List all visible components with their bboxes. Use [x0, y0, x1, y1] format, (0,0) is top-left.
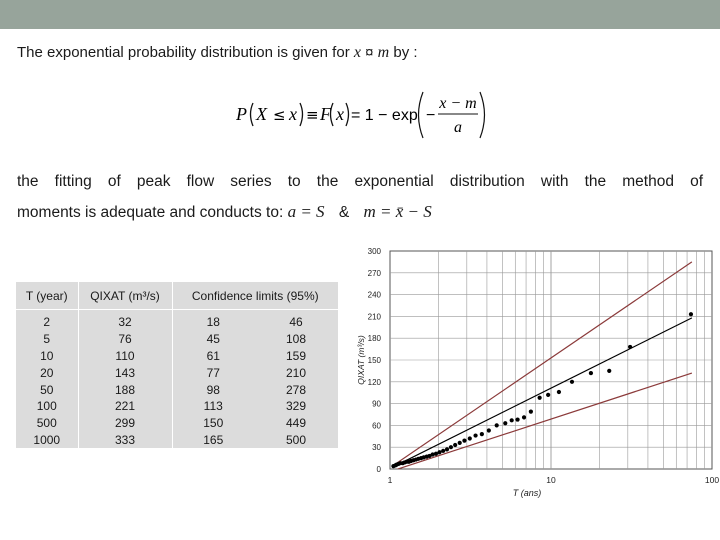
cell-upper-limit: 159 [285, 348, 307, 363]
data-point [589, 371, 593, 375]
data-point [462, 439, 466, 443]
table-row [16, 432, 338, 449]
equation-m: m = x̄ − S [363, 202, 432, 221]
formula-equiv: ≡ [306, 106, 319, 124]
data-point [449, 445, 453, 449]
cell-lower-limit: 113 [172, 398, 254, 415]
cell-qixat: 188 [78, 381, 172, 398]
data-point [546, 393, 550, 397]
cell-upper-limit: 329 [285, 399, 307, 414]
ampersand: & [338, 204, 350, 221]
formula-neg: − [426, 107, 436, 124]
equation-a: a = S [287, 202, 325, 221]
cell-upper-limit: 449 [285, 416, 307, 431]
x-tick-label: 10 [546, 475, 556, 485]
exponential-cdf-formula [236, 88, 496, 142]
cell-qixat: 110 [78, 348, 172, 365]
x-tick-label: 100 [704, 475, 720, 485]
cell-upper-limit: 210 [285, 365, 307, 380]
y-tick-label: 60 [372, 421, 381, 431]
cell-return-period: 2 [43, 315, 51, 330]
formula-exp: = 1 − exp [351, 107, 418, 124]
formula-x: x [289, 104, 297, 124]
table-row [16, 415, 338, 432]
y-tick-label: 210 [367, 312, 381, 322]
cell-qixat: 299 [78, 415, 172, 432]
data-point [628, 345, 632, 349]
y-tick-label: 30 [372, 443, 381, 453]
intro-symbol: ¤ [360, 44, 378, 61]
cell-upper-limit: 278 [285, 382, 307, 397]
formula-Fx: x [336, 104, 344, 124]
intro-prefix: The exponential probability distribution is given for [17, 44, 354, 61]
var-x: x [353, 44, 361, 61]
paragraph-line-1: the fitting of peak flow series to the exponential distribution with the method of [17, 173, 703, 190]
top-banner [0, 0, 720, 29]
data-point [441, 449, 445, 453]
cell-lower-limit: 45 [172, 331, 254, 348]
cell-lower-limit: 165 [172, 432, 254, 449]
header-qixat: QIXAT (m³/s) [78, 282, 172, 310]
data-point [453, 443, 457, 447]
formula-P: P [236, 104, 247, 124]
table-header-row [16, 282, 338, 310]
data-point [538, 396, 542, 400]
var-m: m [377, 44, 390, 61]
table-row [16, 310, 338, 331]
data-point [473, 433, 477, 437]
paragraph-text: moments is adequate and conducts to: [17, 204, 284, 221]
cell-return-period: 100 [36, 399, 57, 414]
data-point [468, 436, 472, 440]
paragraph-line-2 [17, 202, 432, 222]
y-tick-label: 150 [367, 356, 381, 365]
data-point [570, 380, 574, 384]
cell-qixat: 32 [78, 310, 172, 331]
table-row [16, 364, 338, 381]
cell-return-period: 500 [36, 416, 57, 431]
cell-lower-limit: 98 [172, 381, 254, 398]
cell-return-period: 10 [40, 348, 54, 363]
cell-upper-limit: 500 [285, 432, 307, 447]
formula-denominator: a [454, 119, 462, 136]
y-tick-label: 270 [367, 268, 381, 278]
cell-return-period: 50 [40, 382, 54, 397]
data-point [445, 447, 449, 451]
formula-X: X [256, 104, 267, 124]
data-point [480, 432, 484, 436]
cell-return-period: 5 [43, 332, 51, 347]
cell-qixat: 76 [78, 331, 172, 348]
header-confidence-limits: Confidence limits (95%) [172, 282, 338, 310]
cell-qixat: 333 [78, 432, 172, 449]
data-point [689, 312, 693, 316]
table-row [16, 331, 338, 348]
data-point [503, 421, 507, 425]
results-table [16, 282, 338, 448]
data-point [557, 390, 561, 394]
header-return-period: T (year) [16, 282, 78, 310]
formula-leq: ≤ [273, 106, 286, 124]
data-point [510, 418, 514, 422]
intro-suffix: by : [389, 44, 418, 61]
y-tick-label: 120 [367, 377, 381, 387]
data-point [522, 415, 526, 419]
formula-numerator: x − m [439, 95, 477, 112]
data-point [487, 428, 491, 432]
data-point [437, 450, 441, 454]
y-tick-label: 0 [376, 465, 381, 474]
cell-return-period: 1000 [33, 432, 61, 447]
table-row [16, 398, 338, 415]
y-tick-label: 300 [367, 247, 381, 256]
cell-upper-limit: 108 [285, 332, 307, 347]
x-tick-label: 1 [387, 475, 393, 485]
formula-F: F [320, 104, 331, 124]
table-body [16, 310, 338, 449]
x-axis-label: T (ans) [512, 488, 542, 498]
data-point [458, 441, 462, 445]
data-point [515, 417, 519, 421]
cell-lower-limit: 18 [172, 310, 254, 331]
cell-upper-limit: 46 [289, 315, 303, 330]
data-point [495, 423, 499, 427]
y-tick-label: 90 [372, 399, 381, 409]
intro-sentence [17, 44, 418, 62]
y-tick-label: 180 [367, 334, 381, 344]
y-axis-label: QIXAT (m³/s) [356, 335, 366, 385]
data-point [607, 369, 611, 373]
cell-qixat: 143 [78, 364, 172, 381]
cell-lower-limit: 61 [172, 348, 254, 365]
table-row [16, 381, 338, 398]
cell-lower-limit: 150 [172, 415, 254, 432]
cell-qixat: 221 [78, 398, 172, 415]
frequency-chart [340, 240, 720, 505]
y-tick-label: 240 [367, 290, 381, 300]
data-point [529, 409, 533, 413]
cell-return-period: 20 [40, 365, 54, 380]
table-row [16, 348, 338, 365]
cell-lower-limit: 77 [172, 364, 254, 381]
